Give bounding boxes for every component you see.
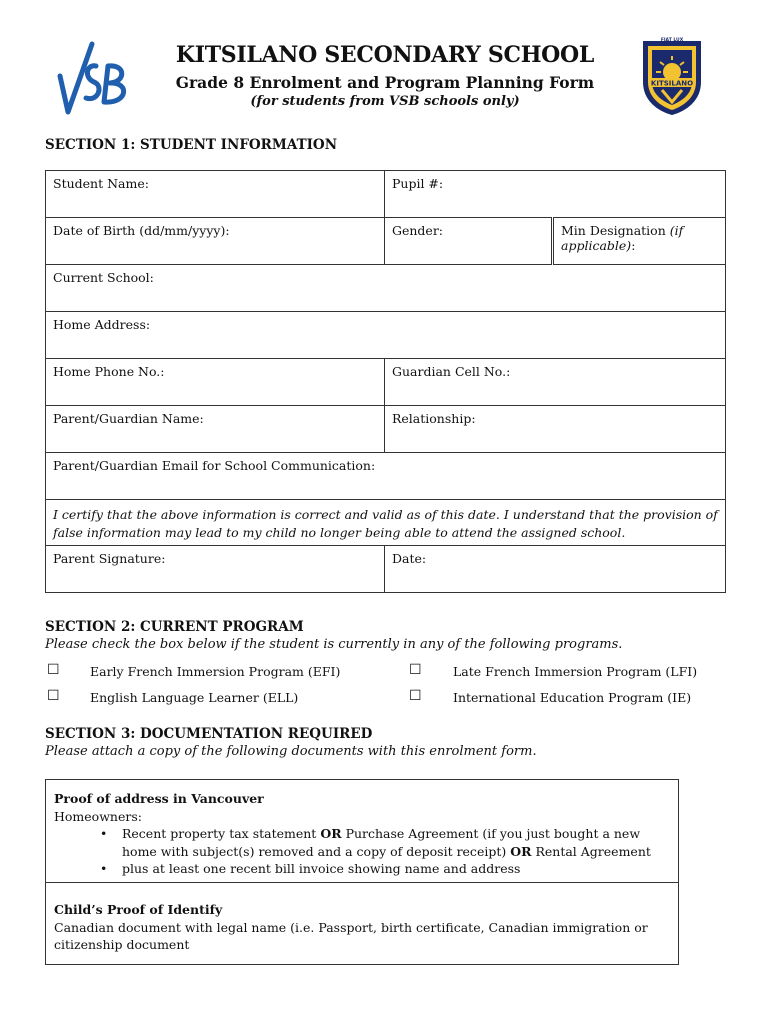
crest-motto: FIAT LUX (660, 38, 684, 43)
min-designation-colon: : (631, 238, 636, 253)
ie-checkbox[interactable]: ☐ (409, 688, 422, 704)
bullet-text: Recent property tax statement (122, 826, 321, 841)
pupil-number-label: Pupil #: (392, 176, 444, 191)
proof-of-identity-cell (46, 883, 678, 966)
guardian-email-label: Parent/Guardian Email for School Communication: (53, 458, 376, 473)
relationship-field[interactable] (385, 406, 726, 453)
student-info-table (45, 170, 726, 593)
proof-identity-text: Canadian document with legal name (i.e. Passport, birth certificate, Canadian immigration or citizenship document (54, 919, 648, 952)
section2-instruction: Please check the box below if the student is currently in any of the following programs. (45, 637, 623, 652)
date-field[interactable] (385, 546, 726, 593)
or-keyword: OR (510, 843, 532, 859)
gender-field[interactable] (385, 218, 553, 265)
current-school-field[interactable] (46, 265, 726, 312)
current-school-label: Current School: (53, 270, 154, 285)
crest-label: KITSILANO (650, 79, 694, 88)
proof-of-address-cell (46, 780, 678, 883)
section3-instruction: Please attach a copy of the following documents with this enrolment form. (45, 744, 537, 759)
pupil-number-field[interactable] (385, 171, 726, 218)
home-address-label: Home Address: (53, 317, 151, 332)
gender-label: Gender: (392, 223, 444, 238)
form-title: Grade 8 Enrolment and Program Planning Form (175, 73, 595, 92)
section2-heading: SECTION 2: CURRENT PROGRAM (45, 619, 304, 635)
lfi-checkbox[interactable]: ☐ (409, 662, 422, 678)
ell-label: English Language Learner (ELL) (90, 690, 299, 705)
lfi-label: Late French Immersion Program (LFI) (453, 664, 698, 679)
list-item (122, 860, 670, 878)
school-name: KITSILANO SECONDARY SCHOOL (175, 42, 595, 68)
section1-heading: SECTION 1: STUDENT INFORMATION (45, 137, 338, 153)
homeowners-label: Homeowners: (54, 808, 142, 824)
student-name-label: Student Name: (53, 176, 149, 191)
min-designation-note: (if applicable) (561, 223, 684, 253)
documentation-box (45, 779, 679, 965)
student-name-field[interactable] (46, 171, 385, 218)
bullet-text: Rental Agreement (531, 843, 651, 859)
list-item (122, 825, 670, 860)
proof-address-title: Proof of address in Vancouver (54, 791, 264, 806)
parent-signature-label: Parent Signature: (53, 551, 166, 566)
proof-address-list (54, 825, 670, 878)
section3-heading: SECTION 3: DOCUMENTATION REQUIRED (45, 726, 373, 742)
home-phone-label: Home Phone No.: (53, 364, 165, 379)
bullet-text: Purchase Agreement (if you just bought a new home with subject(s) removed and a copy of deposit receipt) (122, 826, 641, 859)
guardian-cell-field[interactable] (385, 359, 726, 406)
ie-label: International Education Program (IE) (453, 690, 692, 705)
guardian-cell-label: Guardian Cell No.: (392, 364, 511, 379)
min-designation-field[interactable] (553, 218, 726, 265)
efi-label: Early French Immersion Program (EFI) (90, 664, 341, 679)
guardian-name-field[interactable] (46, 406, 385, 453)
guardian-email-field[interactable] (46, 453, 726, 500)
proof-identity-title: Child’s Proof of Identify (54, 902, 223, 917)
guardian-name-label: Parent/Guardian Name: (53, 411, 204, 426)
min-designation-label: Min Designation (561, 223, 666, 238)
bullet-text: plus at least one recent bill invoice showing name and address (122, 861, 521, 876)
relationship-label: Relationship: (392, 411, 476, 426)
parent-signature-field[interactable] (46, 546, 385, 593)
dob-field[interactable] (46, 218, 385, 265)
certification-statement: I certify that the above information is correct and valid as of this date. I understand that the provision of false information may lead to my child no longer being able to attend the assigned school. (46, 500, 726, 546)
home-phone-field[interactable] (46, 359, 385, 406)
dob-label: Date of Birth (dd/mm/yyyy): (53, 223, 230, 238)
efi-checkbox[interactable]: ☐ (47, 662, 60, 678)
ell-checkbox[interactable]: ☐ (47, 688, 60, 704)
home-address-field[interactable] (46, 312, 726, 359)
date-label: Date: (392, 551, 427, 566)
form-subtitle: (for students from VSB schools only) (250, 94, 520, 109)
or-keyword: OR (320, 826, 342, 841)
